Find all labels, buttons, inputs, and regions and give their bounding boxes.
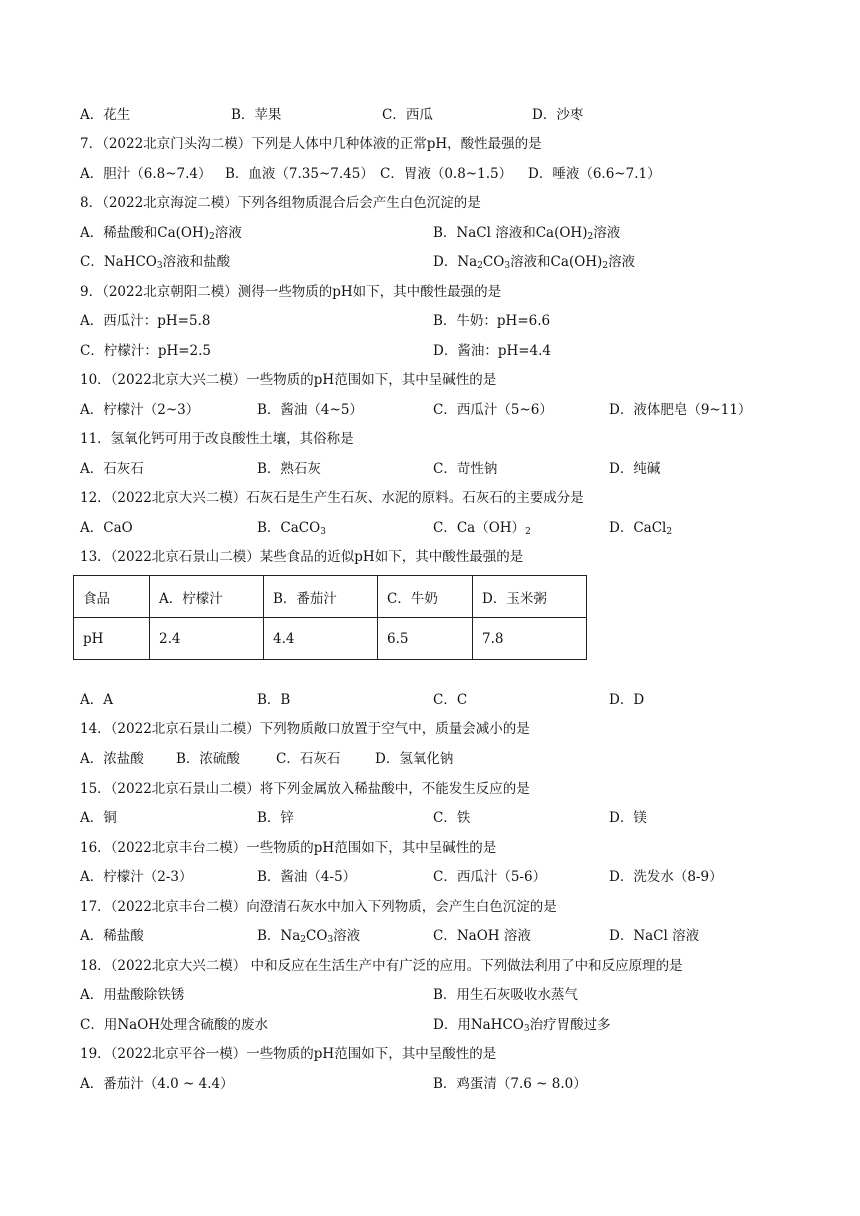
q16-option-a: A．柠檬汁（2-3） — [80, 869, 193, 885]
q16-option-d: D．洗发水（8-9） — [609, 869, 723, 885]
q11-option-a: A．石灰石 — [80, 461, 144, 477]
q15-stem: 15．（2022北京石景山二模）将下列金属放入稀盐酸中，不能发生反应的是 — [80, 781, 530, 797]
table-cell: B．番茄汁 — [264, 576, 378, 618]
q7-stem: 7．（2022北京门头沟二模）下列是人体中几种体液的正常pH，酸性最强的是 — [80, 136, 542, 152]
q12-option-b: B．CaCO$_3$ — [257, 520, 326, 537]
table-row — [74, 576, 587, 618]
q12-stem: 12．（2022北京大兴二模）石灰石是生产生石灰、水泥的原料。石灰石的主要成分是 — [80, 490, 584, 506]
q10-option-a: A．柠檬汁（2~3） — [80, 402, 200, 418]
q10-stem: 10．（2022北京大兴二模）一些物质的pH范围如下，其中呈碱性的是 — [80, 372, 497, 388]
q14-option-d: D．氢氧化钠 — [375, 751, 454, 767]
q11-option-d: D．纯碱 — [609, 461, 661, 477]
q13-option-d: D．D — [609, 692, 645, 708]
q9-option-c: C．柠檬汁：pH=2.5 — [80, 343, 212, 359]
q8-option-d: D．$Na_2CO_3$溶液和$Ca(OH)_2$溶液 — [433, 254, 636, 271]
q15-option-d: D．镁 — [609, 810, 647, 826]
q7-option-d: D．唾液（6.6~7.1） — [528, 166, 661, 182]
q15-option-a: A．铜 — [80, 810, 117, 826]
q15-option-b: B．锌 — [257, 810, 294, 826]
q11-option-c: C．苛性钠 — [433, 461, 498, 477]
q18-option-d: D．用NaHCO$_3$治疗胃酸过多 — [433, 1017, 611, 1034]
table-cell: D．玉米粥 — [473, 576, 587, 618]
q13-option-c: C．C — [433, 692, 468, 708]
q17-option-a: A．稀盐酸 — [80, 928, 144, 944]
table-cell: pH — [74, 618, 150, 660]
q11-option-b: B．熟石灰 — [257, 461, 321, 477]
q7-option-b: B．血液（7.35~7.45） — [225, 166, 374, 182]
q8-option-b: B．NaCl 溶液和$Ca(OH)_2$溶液 — [433, 225, 621, 242]
q13-option-b: B．B — [257, 692, 291, 708]
q6-option-d: D．沙枣 — [532, 107, 584, 123]
q10-option-d: D．液体肥皂（9~11） — [609, 402, 752, 418]
q17-option-d: D．NaCl 溶液 — [609, 928, 700, 944]
q10-option-c: C．西瓜汁（5~6） — [433, 402, 553, 418]
ph-table — [73, 575, 587, 660]
table-cell: 食品 — [74, 576, 150, 618]
q13-stem: 13．（2022北京石景山二模）某些食品的近似pH如下，其中酸性最强的是 — [80, 549, 524, 565]
q19-option-b: B．鸡蛋清（7.6 ~ 8.0） — [433, 1076, 587, 1092]
q8-option-c: C．NaHCO$_3$溶液和盐酸 — [80, 254, 231, 271]
q6-option-b: B．苹果 — [231, 107, 282, 123]
q18-option-b: B．用生石灰吸收水蒸气 — [433, 987, 578, 1003]
q7-option-a: A．胆汁（6.8~7.4） — [80, 166, 212, 182]
q18-option-c: C．用NaOH处理含硫酸的废水 — [80, 1017, 269, 1033]
table-row — [74, 618, 587, 660]
q16-option-c: C．西瓜汁（5-6） — [433, 869, 547, 885]
q9-option-b: B．牛奶：pH=6.6 — [433, 313, 551, 329]
q9-option-d: D．酱油：pH=4.4 — [433, 343, 552, 359]
table-cell: 4.4 — [264, 618, 378, 660]
q12-option-a: A．CaO — [80, 520, 133, 536]
q14-stem: 14．（2022北京石景山二模）下列物质敞口放置于空气中，质量会减小的是 — [80, 721, 530, 737]
q17-option-b: B．$Na_2CO_3$溶液 — [257, 928, 361, 945]
table-cell: 2.4 — [150, 618, 264, 660]
q16-option-b: B．酱油（4-5） — [257, 869, 357, 885]
q12-option-c: C．$Ca(OH)_2$ — [433, 520, 531, 537]
q18-option-a: A．用盐酸除铁锈 — [80, 987, 185, 1003]
q11-stem: 11．氢氧化钙可用于改良酸性土壤，其俗称是 — [80, 431, 354, 447]
table-cell: C．牛奶 — [378, 576, 473, 618]
table-cell: 6.5 — [378, 618, 473, 660]
q19-option-a: A．番茄汁（4.0 ~ 4.4） — [80, 1076, 234, 1092]
q8-option-a: A．稀盐酸和$Ca(OH)_2$溶液 — [80, 225, 242, 242]
q12-option-d: D．CaCl$_2$ — [609, 520, 673, 537]
q17-option-c: C．NaOH 溶液 — [433, 928, 531, 944]
q9-stem: 9．（2022北京朝阳二模）测得一些物质的pH如下，其中酸性最强的是 — [80, 284, 502, 300]
q6-option-a: A．花生 — [80, 107, 131, 123]
table-cell: 7.8 — [473, 618, 587, 660]
q13-option-a: A．A — [80, 692, 113, 708]
q19-stem: 19．（2022北京平谷一模）一些物质的pH范围如下，其中呈酸性的是 — [80, 1046, 497, 1062]
q9-option-a: A．西瓜汁：pH=5.8 — [80, 313, 211, 329]
q17-stem: 17．（2022北京丰台二模）向澄清石灰水中加入下列物质，会产生白色沉淀的是 — [80, 899, 557, 915]
q14-option-a: A．浓盐酸 — [80, 751, 144, 767]
q10-option-b: B．酱油（4~5） — [257, 402, 363, 418]
q6-option-c: C．西瓜 — [382, 107, 433, 123]
q14-option-c: C．石灰石 — [276, 751, 341, 767]
q16-stem: 16．（2022北京丰台二模）一些物质的pH范围如下，其中呈碱性的是 — [80, 840, 497, 856]
q7-option-c: C．胃液（0.8~1.5） — [380, 166, 513, 182]
q8-stem: 8．（2022北京海淀二模）下列各组物质混合后会产生白色沉淀的是 — [80, 195, 481, 211]
q14-option-b: B．浓硫酸 — [176, 751, 240, 767]
q18-stem: 18．（2022北京大兴二模） 中和反应在生活生产中有广泛的应用。下列做法利用了中和反应原理的是 — [80, 958, 683, 974]
q15-option-c: C．铁 — [433, 810, 471, 826]
table-cell: A．柠檬汁 — [150, 576, 264, 618]
